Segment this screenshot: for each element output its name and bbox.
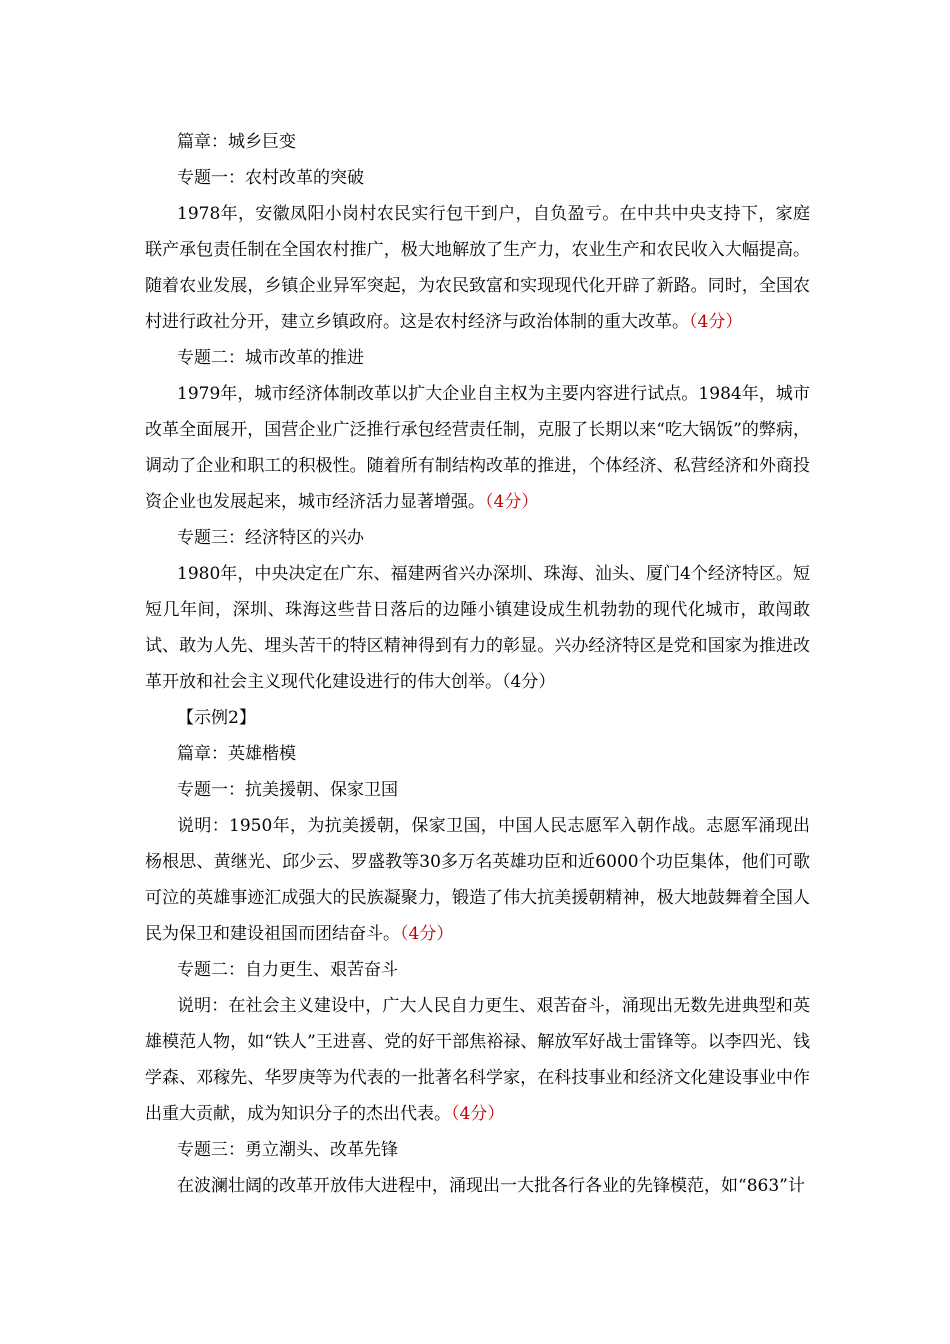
- topic-heading: 专题三：经济特区的兴办: [177, 528, 364, 548]
- paragraph-text: 说明：1950年，为抗美援朝，保家卫国，中国人民志愿军入朝作战。志愿军涌现出杨根思、黄继光、邱少云、罗盛教等30多万名英雄功臣和近6000个功臣集体，他们可歌可泣的英雄事迹汇成强大的民族凝聚力，锻造了伟大抗美援朝精神，极大地鼓舞着全国人民为保卫和建设祖国而团结奋斗。: [145, 816, 810, 944]
- paragraph-text: 在波澜壮阔的改革开放伟大进程中，涌现出一大批各行各业的先锋模范，如“863”计: [177, 1176, 805, 1196]
- score-label: （4分）: [451, 1104, 505, 1124]
- body-paragraph: [145, 376, 810, 520]
- topic-heading: 专题二：自力更生、艰苦奋斗: [177, 960, 398, 980]
- body-paragraph: [145, 808, 810, 952]
- topic-heading: 专题二：城市改革的推进: [177, 348, 364, 368]
- chapter-heading: 篇章：英雄楷模: [177, 744, 296, 764]
- paragraph-text: 1980年，中央决定在广东、福建两省兴办深圳、珠海、汕头、厦门4个经济特区。短短几年间，深圳、珠海这些昔日落后的边陲小镇建设成生机勃勃的现代化城市，敢闯敢试、敢为人先、埋头苦干的特区精神得到有力的彰显。兴办经济特区是党和国家为推进改革开放和社会主义现代化建设进行的伟大创举。: [145, 564, 810, 692]
- body-paragraph: [145, 988, 810, 1132]
- score-label: （4分）: [400, 924, 454, 944]
- score-label: （4分）: [485, 492, 539, 512]
- topic-heading: 专题三：勇立潮头、改革先锋: [177, 1140, 398, 1160]
- body-paragraph: [145, 196, 810, 340]
- document-page: [145, 124, 810, 1204]
- chapter-heading: 篇章：城乡巨变: [177, 132, 296, 152]
- example-heading: 【示例2】: [177, 708, 256, 728]
- body-paragraph: [145, 556, 810, 700]
- paragraph-text: 1979年，城市经济体制改革以扩大企业自主权为主要内容进行试点。1984年，城市改革全面展开，国营企业广泛推行承包经营责任制，克服了长期以来“吃大锅饭”的弊病，调动了企业和职工的积极性。随着所有制结构改革的推进，个体经济、私营经济和外商投资企业也发展起来，城市经济活力显著增强。: [145, 384, 810, 512]
- paragraph-text: 1978年，安徽凤阳小岗村农民实行包干到户，自负盈亏。在中共中央支持下，家庭联产承包责任制在全国农村推广，极大地解放了生产力，农业生产和农民收入大幅提高。随着农业发展，乡镇企业异军突起，为农民致富和实现现代化开辟了新路。同时，全国农村进行政社分开，建立乡镇政府。这是农村经济与政治体制的重大改革。: [145, 204, 810, 332]
- paragraph-text: 说明：在社会主义建设中，广大人民自力更生、艰苦奋斗，涌现出无数先进典型和英雄模范人物，如“铁人”王进喜、党的好干部焦裕禄、解放军好战士雷锋等。以李四光、钱学森、邓稼先、华罗庚等为代表的一批著名科学家，在科技事业和经济文化建设事业中作出重大贡献，成为知识分子的杰出代表。: [145, 996, 810, 1124]
- topic-heading: 专题一：农村改革的突破: [177, 168, 364, 188]
- body-paragraph: [145, 1168, 810, 1204]
- topic-heading: 专题一：抗美援朝、保家卫国: [177, 780, 398, 800]
- score-label: （4分）: [502, 672, 556, 692]
- score-label: （4分）: [689, 312, 743, 332]
